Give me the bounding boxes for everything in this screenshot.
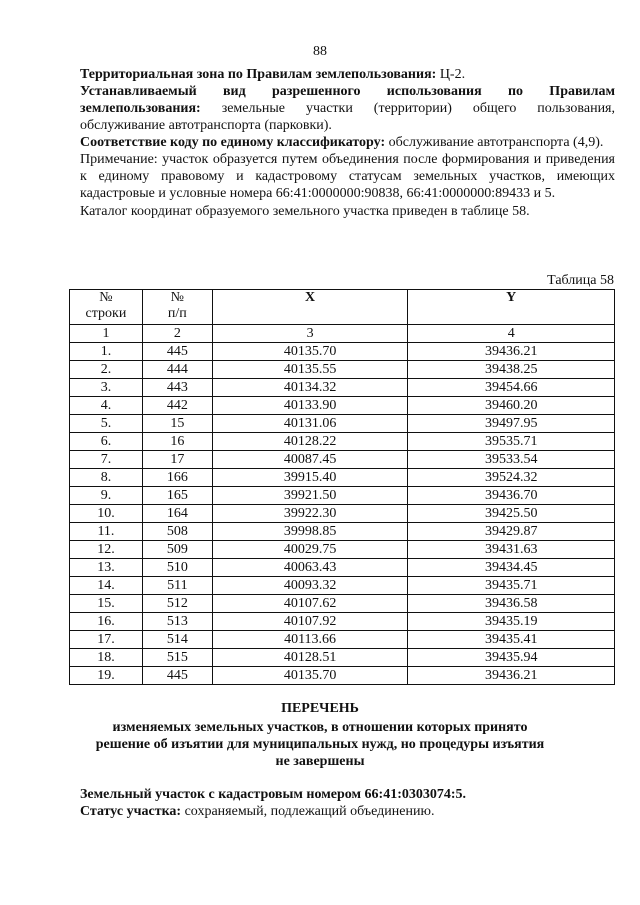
cell-row-number: 3. [70,379,143,397]
header-point-number: № п/п [142,290,212,325]
cell-point-number: 165 [142,487,212,505]
cell-y: 39436.21 [408,667,615,685]
cell-row-number: 16. [70,613,143,631]
cell-row-number: 13. [70,559,143,577]
cell-y: 39436.58 [408,595,615,613]
index-cell: 3 [212,325,408,343]
table-row [70,559,615,577]
coordinates-table [69,289,615,685]
classifier-value: обслуживание автотранспорта (4,9). [388,135,604,150]
cell-row-number: 17. [70,631,143,649]
use-paragraph [80,83,615,134]
catalog-paragraph: Каталог координат образуемого земельного участка приведен в таблице 58. [80,204,530,219]
table-row [70,397,615,415]
note-paragraph: Примечание: участок образуется путем объединения после формирования и приведения к единому правовому и кадастровому статусам земельных участков, имеющих кадастровые и условные номера 66:41:0000000:90838, 66:41:0000000:89433 и 5. [80,152,615,201]
table-row [70,487,615,505]
cell-y: 39431.63 [408,541,615,559]
table-row [70,505,615,523]
cell-y: 39535.71 [408,433,615,451]
cell-row-number: 7. [70,451,143,469]
cell-row-number: 11. [70,523,143,541]
cell-point-number: 164 [142,505,212,523]
cell-row-number: 19. [70,667,143,685]
cell-row-number: 9. [70,487,143,505]
zone-paragraph [80,66,615,83]
list-heading [0,700,640,770]
table-row [70,469,615,487]
cell-y: 39524.32 [408,469,615,487]
parcel-status-label: Статус участка: [80,804,182,819]
cell-row-number: 5. [70,415,143,433]
use-label: Устанавливаемый вид разрешенного использования по Правилам землепользования: [80,84,615,116]
cell-point-number: 444 [142,361,212,379]
parcel-cadastral: Земельный участок с кадастровым номером 66:41:0303074:5. [80,787,467,802]
table-row [70,613,615,631]
table-caption: Таблица 58 [547,273,614,288]
table-row [70,577,615,595]
cell-point-number: 512 [142,595,212,613]
table-row [70,595,615,613]
cell-x: 40133.90 [212,397,408,415]
table-row [70,361,615,379]
cell-y: 39460.20 [408,397,615,415]
index-cell: 1 [70,325,143,343]
cell-row-number: 1. [70,343,143,361]
header-x: X [212,290,408,325]
parcel-status-value: сохраняемый, подлежащий объединению. [184,804,435,819]
list-title: ПЕРЕЧЕНЬ [281,701,359,716]
classifier-label: Соответствие коду по единому классификатору: [80,135,386,150]
index-cell: 2 [142,325,212,343]
cell-row-number: 2. [70,361,143,379]
list-subtitle-line1: изменяемых земельных участков, в отношении которых принято [112,720,528,735]
cell-point-number: 15 [142,415,212,433]
cell-x: 40135.55 [212,361,408,379]
table-row [70,523,615,541]
cell-row-number: 15. [70,595,143,613]
table-row [70,541,615,559]
table-row [70,415,615,433]
classifier-paragraph [80,134,615,151]
cell-x: 39921.50 [212,487,408,505]
index-cell: 4 [408,325,615,343]
table-row [70,379,615,397]
cell-x: 40063.43 [212,559,408,577]
cell-x: 40113.66 [212,631,408,649]
zone-label: Территориальная зона по Правилам землепользования: [80,67,437,82]
cell-x: 40093.32 [212,577,408,595]
cell-point-number: 509 [142,541,212,559]
cell-x: 39922.30 [212,505,408,523]
table-row [70,667,615,685]
table-row [70,343,615,361]
parcel-status [80,803,615,820]
cell-row-number: 8. [70,469,143,487]
cell-point-number: 514 [142,631,212,649]
header-row-number: № строки [70,290,143,325]
cell-x: 40128.22 [212,433,408,451]
cell-y: 39436.21 [408,343,615,361]
cell-point-number: 166 [142,469,212,487]
cell-point-number: 511 [142,577,212,595]
cell-x: 40135.70 [212,343,408,361]
cell-x: 40128.51 [212,649,408,667]
cell-x: 40131.06 [212,415,408,433]
table-row [70,649,615,667]
list-subtitle-line3: не завершены [275,754,365,769]
index-row [70,325,615,343]
cell-point-number: 442 [142,397,212,415]
page-number: 88 [313,44,327,59]
cell-y: 39533.54 [408,451,615,469]
table-row [70,631,615,649]
cell-row-number: 6. [70,433,143,451]
cell-point-number: 16 [142,433,212,451]
cell-y: 39435.41 [408,631,615,649]
use-value: земельные участки (территории) общего пользования, обслуживание автотранспорта (парковки). [80,101,615,133]
cell-point-number: 513 [142,613,212,631]
cell-y: 39497.95 [408,415,615,433]
cell-y: 39429.87 [408,523,615,541]
zone-value: Ц-2. [439,67,466,82]
cell-y: 39435.19 [408,613,615,631]
cell-row-number: 10. [70,505,143,523]
cell-y: 39435.71 [408,577,615,595]
cell-point-number: 17 [142,451,212,469]
cell-y: 39425.50 [408,505,615,523]
cell-x: 40087.45 [212,451,408,469]
list-subtitle-line2: решение об изъятии для муниципальных нужд, но процедуры изъятия [95,737,545,752]
table-row [70,451,615,469]
table-body [70,343,615,685]
cell-row-number: 12. [70,541,143,559]
cell-x: 40135.70 [212,667,408,685]
cell-point-number: 445 [142,343,212,361]
cell-point-number: 508 [142,523,212,541]
cell-row-number: 18. [70,649,143,667]
cell-x: 39915.40 [212,469,408,487]
cell-row-number: 4. [70,397,143,415]
cell-y: 39434.45 [408,559,615,577]
cell-row-number: 14. [70,577,143,595]
cell-point-number: 445 [142,667,212,685]
cell-y: 39438.25 [408,361,615,379]
cell-x: 39998.85 [212,523,408,541]
cell-x: 40107.62 [212,595,408,613]
cell-point-number: 515 [142,649,212,667]
cell-point-number: 510 [142,559,212,577]
cell-point-number: 443 [142,379,212,397]
parcel-section [80,786,615,820]
cell-x: 40029.75 [212,541,408,559]
cell-y: 39435.94 [408,649,615,667]
header-y: Y [408,290,615,325]
cell-x: 40134.32 [212,379,408,397]
table-row [70,433,615,451]
cell-x: 40107.92 [212,613,408,631]
cell-y: 39436.70 [408,487,615,505]
header-row [70,290,615,325]
intro-section [80,66,615,220]
cell-y: 39454.66 [408,379,615,397]
